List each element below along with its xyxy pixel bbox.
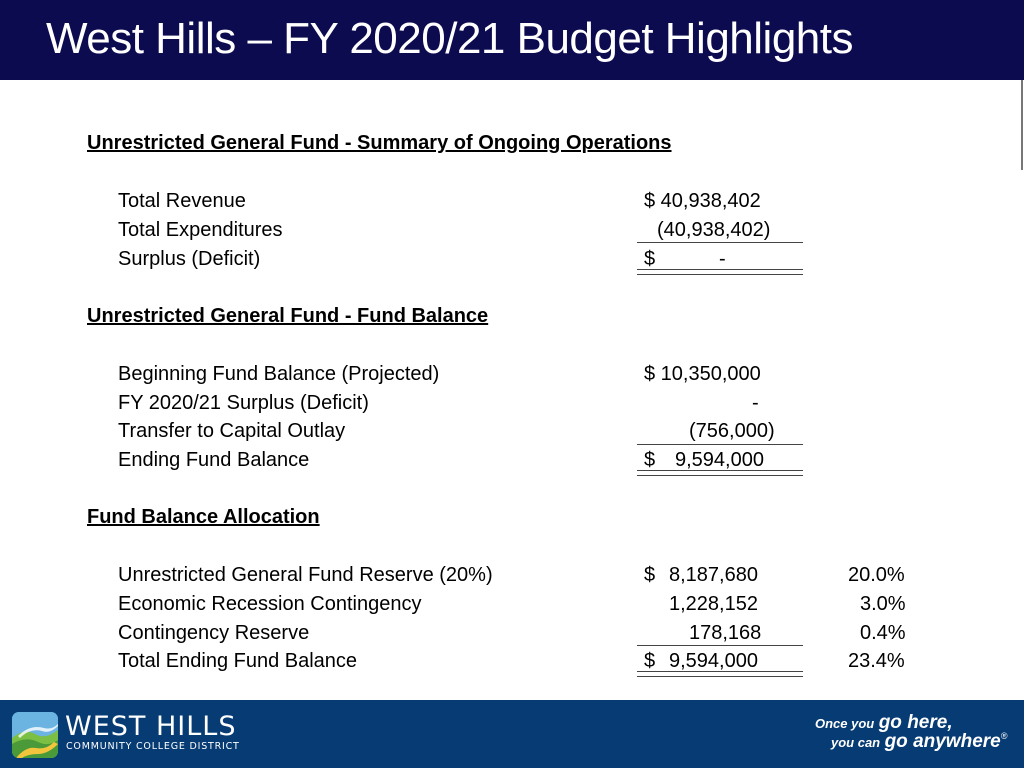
page-title: West Hills – FY 2020/21 Budget Highlights xyxy=(46,14,853,63)
single-underline xyxy=(637,444,803,445)
row-amount: (756,000) xyxy=(689,420,775,442)
row-amount: 1,228,152 xyxy=(669,593,758,615)
row-label: Surplus (Deficit) xyxy=(118,248,261,270)
fund-balance-heading: Unrestricted General Fund - Fund Balance xyxy=(87,305,489,327)
row-label: Total Revenue xyxy=(118,190,246,212)
logo-name: WEST HILLS xyxy=(65,711,237,742)
dollar-sign: $ xyxy=(644,248,656,270)
row-label: Total Expenditures xyxy=(118,219,283,241)
single-underline xyxy=(637,242,803,243)
row-percent: 0.4% xyxy=(860,622,906,644)
row-amount: 9,594,000 xyxy=(669,650,758,672)
registered-mark: ® xyxy=(1000,731,1008,741)
row-amount: $ 40,938,402 xyxy=(644,190,761,212)
row-amount: 9,594,000 xyxy=(675,449,764,471)
dollar-sign: $ xyxy=(644,449,656,471)
row-label: Ending Fund Balance xyxy=(118,449,310,471)
row-amount: - xyxy=(752,392,759,414)
row-amount: 8,187,680 xyxy=(669,564,758,586)
college-logo-icon xyxy=(12,712,58,758)
row-label: Transfer to Capital Outlay xyxy=(118,420,346,442)
row-label: Economic Recession Contingency xyxy=(118,593,422,615)
row-percent: 3.0% xyxy=(860,593,906,615)
row-label: Total Ending Fund Balance xyxy=(118,650,358,672)
row-percent: 20.0% xyxy=(848,564,905,586)
allocation-heading: Fund Balance Allocation xyxy=(87,506,320,528)
tagline-small: you can xyxy=(831,735,881,750)
tagline-big: go here, xyxy=(878,712,953,733)
tagline-line2 xyxy=(831,731,1007,753)
row-label: Contingency Reserve xyxy=(118,622,310,644)
row-amount: 178,168 xyxy=(689,622,762,644)
row-label: Unrestricted General Fund Reserve (20%) xyxy=(118,564,493,586)
tagline-big: go anywhere xyxy=(884,731,1001,752)
logo-subtitle: COMMUNITY COLLEGE DISTRICT xyxy=(66,741,240,752)
row-amount: - xyxy=(719,248,726,270)
row-amount: (40,938,402) xyxy=(657,219,771,241)
row-percent: 23.4% xyxy=(848,650,905,672)
row-label: FY 2020/21 Surplus (Deficit) xyxy=(118,392,369,414)
double-underline xyxy=(637,671,803,677)
dollar-sign: $ xyxy=(644,564,656,586)
row-label: Beginning Fund Balance (Projected) xyxy=(118,363,440,385)
single-underline xyxy=(637,645,803,646)
row-amount: $ 10,350,000 xyxy=(644,363,761,385)
double-underline xyxy=(637,470,803,476)
double-underline xyxy=(637,269,803,275)
dollar-sign: $ xyxy=(644,650,656,672)
tagline-small: Once you xyxy=(815,716,875,731)
operations-heading: Unrestricted General Fund - Summary of Ongoing Operations xyxy=(87,132,672,154)
